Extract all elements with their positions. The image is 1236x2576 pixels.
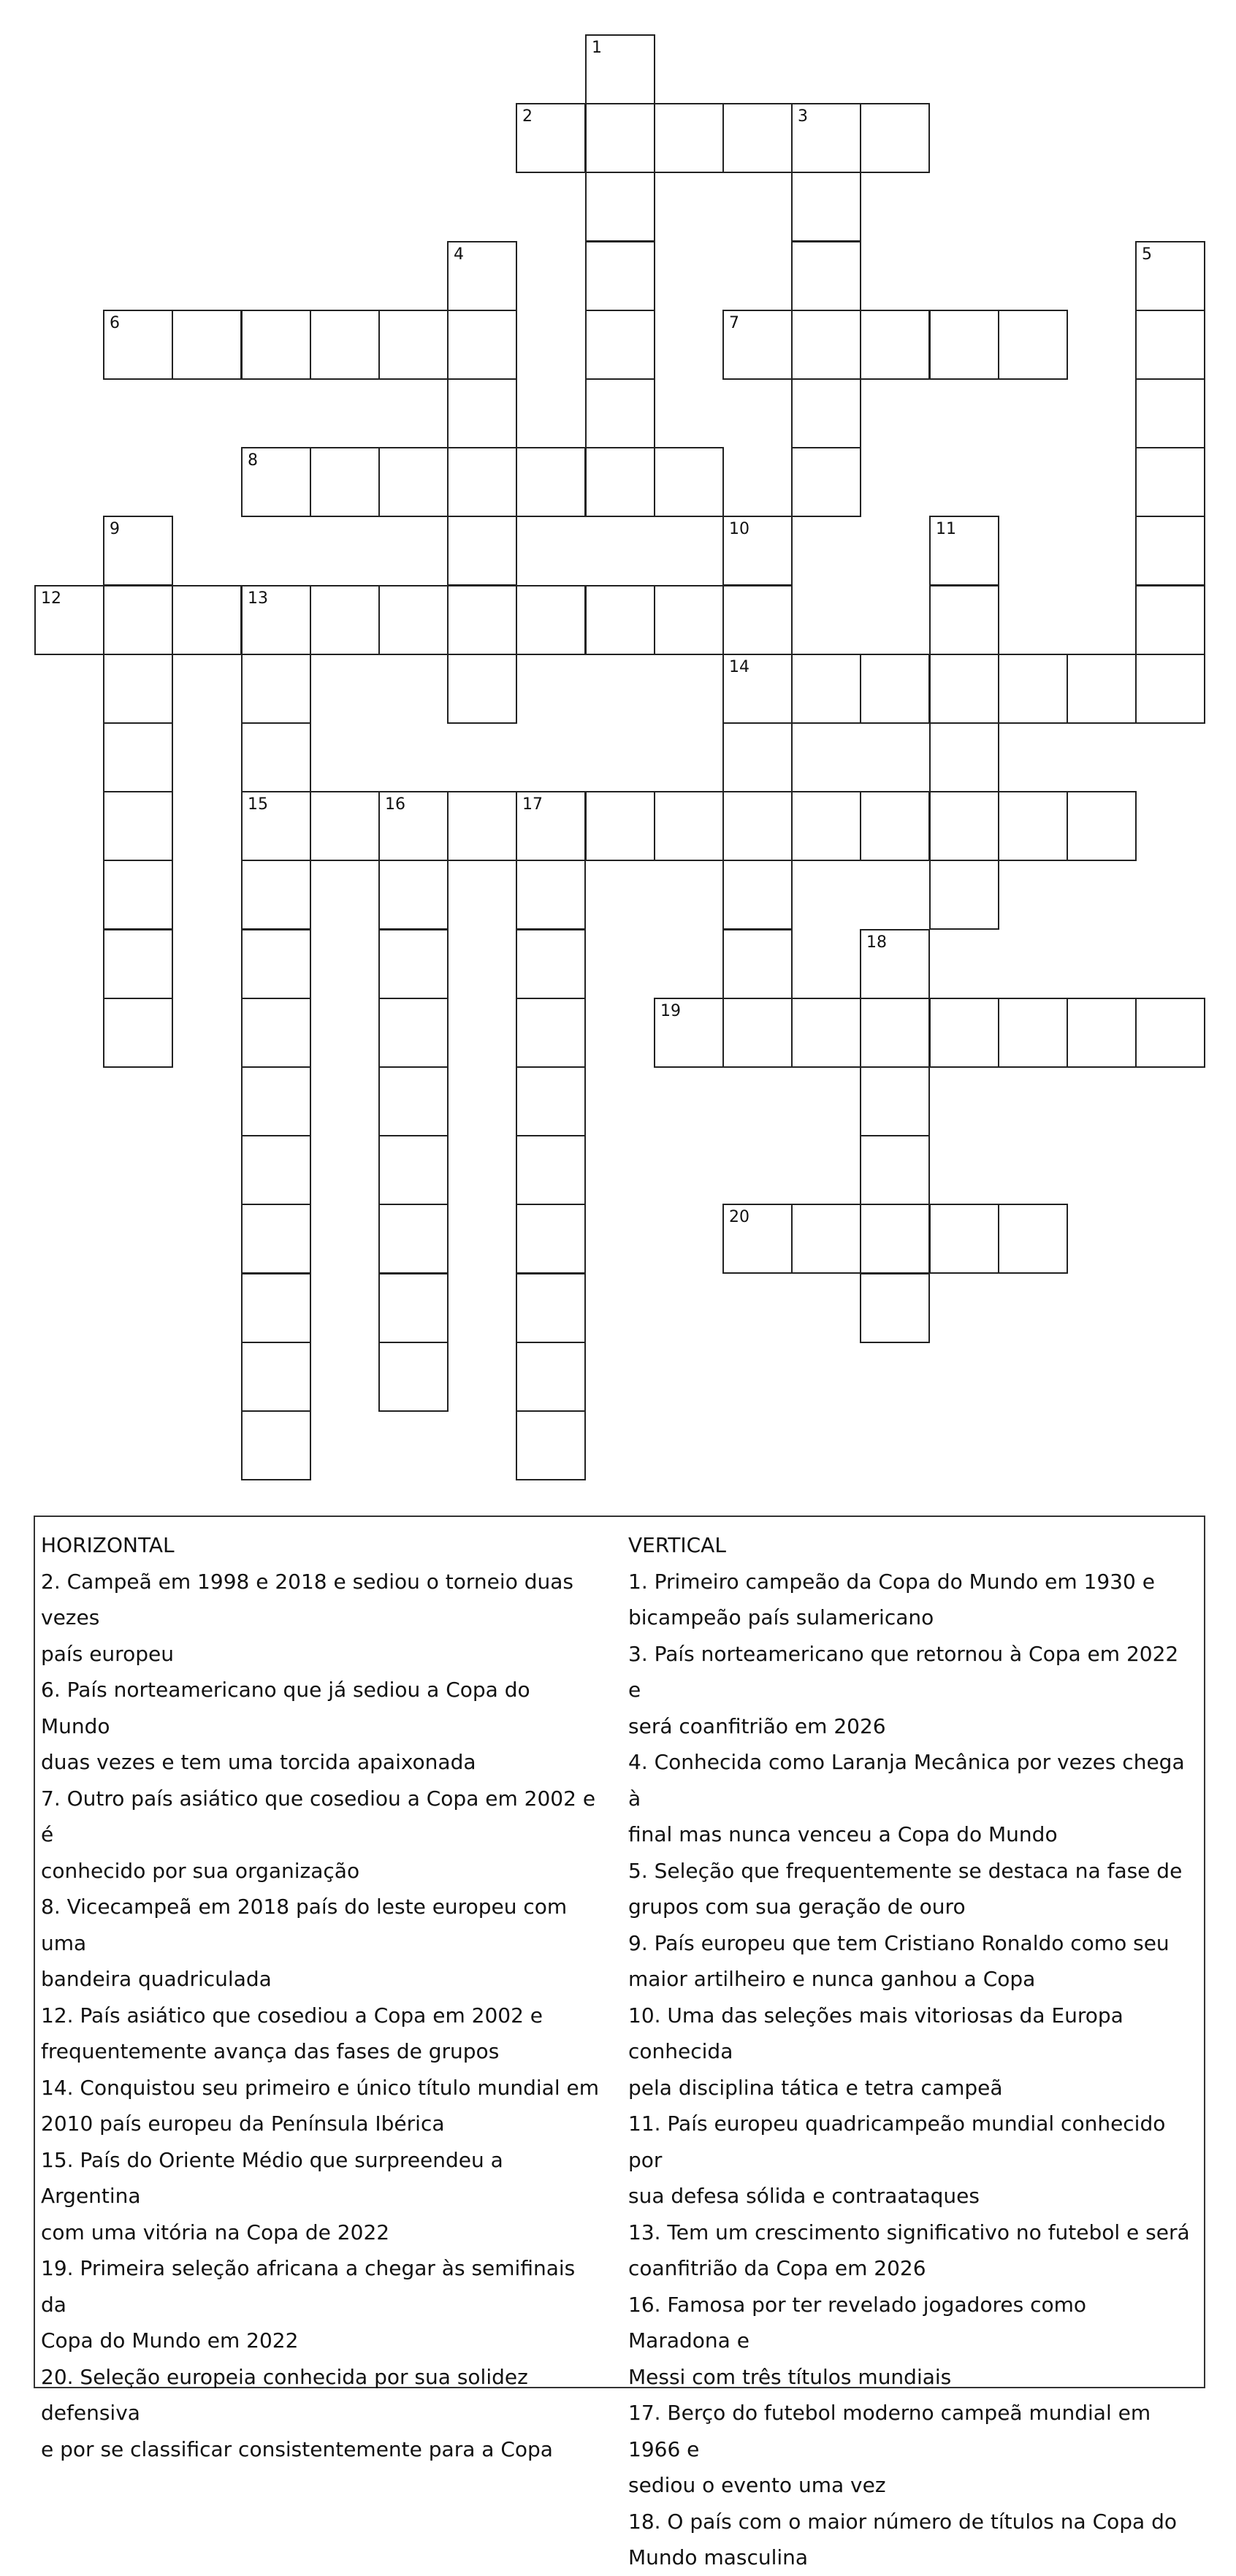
grid-cell[interactable] — [722, 1204, 793, 1274]
across-clue-line: com uma vitória na Copa de 2022 — [41, 2220, 390, 2244]
grid-cell[interactable] — [241, 929, 311, 999]
across-clue-line: duas vezes e tem uma torcida apaixonada — [41, 1750, 476, 1774]
grid-cell[interactable] — [310, 447, 380, 517]
grid-cell[interactable] — [310, 585, 380, 655]
across-clue-line: 12. País asiático que cosediou a Copa em 2002 e — [41, 2003, 543, 2027]
clue-number: 2 — [522, 107, 533, 126]
across-clue-line: 15. País do Oriente Médio que surpreendeu a Argentina — [41, 2147, 503, 2208]
grid-cell[interactable] — [585, 378, 655, 448]
across-clue-line: Copa do Mundo em 2022 — [41, 2328, 299, 2353]
down-clue-line: sua defesa sólida e contraataques — [628, 2184, 980, 2208]
grid-cell[interactable] — [447, 241, 517, 311]
grid-cell[interactable] — [241, 447, 311, 517]
grid-cell[interactable] — [654, 447, 724, 517]
grid-cell[interactable] — [722, 860, 793, 930]
across-clues — [41, 1527, 603, 2467]
grid-cell[interactable] — [516, 929, 586, 999]
grid-cell[interactable] — [516, 1342, 586, 1412]
grid-cell[interactable] — [585, 447, 655, 517]
down-heading: VERTICAL — [628, 1533, 726, 1557]
grid-cell[interactable] — [998, 1204, 1068, 1274]
clue-number: 13 — [248, 589, 268, 608]
grid-cell[interactable] — [791, 791, 861, 861]
grid-cell[interactable] — [378, 310, 449, 380]
clue-number: 9 — [110, 520, 120, 538]
down-clue-line: pela disciplina tática e tetra campeã — [628, 2075, 1003, 2100]
grid-cell[interactable] — [103, 929, 173, 999]
across-clue-line: 7. Outro país asiático que cosediou a Copa em 2002 e é — [41, 1786, 596, 1846]
grid-cell[interactable] — [929, 516, 999, 586]
across-clue-line: conhecido por sua organização — [41, 1858, 360, 1883]
grid-cell[interactable] — [241, 791, 311, 861]
clue-number: 3 — [798, 107, 808, 126]
clue-number: 15 — [248, 795, 268, 814]
clue-number: 18 — [866, 933, 887, 952]
grid-cell[interactable] — [998, 791, 1068, 861]
across-clue-line: e por se classificar consistentemente para a Copa — [41, 2437, 553, 2461]
down-clue-line: final mas nunca venceu a Copa do Mundo — [628, 1822, 1058, 1846]
grid-cell[interactable] — [791, 378, 861, 448]
grid-cell[interactable] — [447, 447, 517, 517]
grid-cell[interactable] — [791, 103, 861, 173]
grid-cell[interactable] — [310, 310, 380, 380]
grid-cell[interactable] — [241, 585, 311, 655]
across-clue-line: 2010 país europeu da Península Ibérica — [41, 2111, 445, 2136]
grid-cell[interactable] — [378, 860, 449, 930]
grid-cell[interactable] — [722, 722, 793, 792]
grid-cell[interactable] — [378, 791, 449, 861]
grid-cell[interactable] — [103, 791, 173, 861]
grid-cell[interactable] — [378, 998, 449, 1068]
grid-cell[interactable] — [791, 654, 861, 724]
clue-number: 1 — [592, 39, 602, 57]
grid-cell[interactable] — [722, 654, 793, 724]
grid-cell[interactable] — [103, 722, 173, 792]
grid-cell[interactable] — [585, 310, 655, 380]
grid-cell[interactable] — [103, 998, 173, 1068]
across-clue-line: 14. Conquistou seu primeiro e único título mundial em — [41, 2075, 600, 2100]
clue-number: 10 — [729, 520, 749, 538]
clue-number: 6 — [110, 314, 120, 332]
grid-cell[interactable] — [860, 103, 930, 173]
grid-cell[interactable] — [447, 585, 517, 655]
grid-cell[interactable] — [378, 1204, 449, 1274]
across-clue-line: país europeu — [41, 1641, 174, 1666]
grid-cell[interactable] — [516, 998, 586, 1068]
grid-cell[interactable] — [860, 929, 930, 999]
grid-cell[interactable] — [791, 241, 861, 311]
down-clue-line: 10. Uma das seleções mais vitoriosas da Europa conhecida — [628, 2003, 1124, 2063]
grid-cell[interactable] — [929, 310, 999, 380]
down-clue-line: 4. Conhecida como Laranja Mecânica por vezes chega à — [628, 1750, 1185, 1811]
down-clues — [628, 1527, 1191, 2576]
down-clue-line: Mundo masculina — [628, 2545, 809, 2569]
down-clue-line: maior artilheiro e nunca ganhou a Copa — [628, 1967, 1036, 1991]
clue-number: 12 — [41, 589, 61, 608]
grid-cell[interactable] — [860, 1135, 930, 1205]
grid-cell[interactable] — [378, 447, 449, 517]
clue-number: 20 — [729, 1208, 749, 1226]
across-clue-line: 6. País norteamericano que já sediou a Copa do Mundo — [41, 1678, 530, 1738]
grid-cell[interactable] — [241, 1135, 311, 1205]
grid-cell[interactable] — [103, 310, 173, 380]
clue-number: 4 — [454, 245, 464, 264]
grid-cell[interactable] — [1135, 310, 1205, 380]
across-clue-line: 19. Primeira seleção africana a chegar às semifinais da — [41, 2256, 576, 2317]
grid-cell[interactable] — [929, 585, 999, 655]
grid-cell[interactable] — [860, 1066, 930, 1136]
down-clue-line: coanfitrião da Copa em 2026 — [628, 2256, 926, 2280]
grid-cell[interactable] — [378, 585, 449, 655]
down-clue-line: 13. Tem um crescimento significativo no futebol e será — [628, 2220, 1190, 2244]
grid-cell[interactable] — [929, 1204, 999, 1274]
grid-cell[interactable] — [722, 791, 793, 861]
grid-cell[interactable] — [516, 1135, 586, 1205]
grid-cell[interactable] — [998, 654, 1068, 724]
grid-cell[interactable] — [585, 172, 655, 242]
grid-cell[interactable] — [722, 998, 793, 1068]
grid-cell[interactable] — [998, 310, 1068, 380]
grid-cell[interactable] — [310, 791, 380, 861]
across-clue-line: 20. Seleção europeia conhecida por sua solidez defensiva — [41, 2364, 528, 2425]
grid-cell[interactable] — [860, 654, 930, 724]
down-clue-line: 1. Primeiro campeão da Copa do Mundo em 1930 e — [628, 1569, 1155, 1594]
grid-cell[interactable] — [103, 585, 173, 655]
grid-cell[interactable] — [516, 791, 586, 861]
clue-number: 19 — [660, 1002, 681, 1020]
grid-cell[interactable] — [447, 791, 517, 861]
grid-cell[interactable] — [791, 1204, 861, 1274]
grid-cell[interactable] — [929, 860, 999, 930]
grid-cell[interactable] — [585, 791, 655, 861]
grid-cell[interactable] — [447, 310, 517, 380]
grid-cell[interactable] — [722, 103, 793, 173]
grid-cell[interactable] — [516, 1273, 586, 1343]
grid-cell[interactable] — [378, 929, 449, 999]
grid-cell[interactable] — [998, 998, 1068, 1068]
across-heading: HORIZONTAL — [41, 1533, 175, 1557]
grid-cell[interactable] — [860, 998, 930, 1068]
grid-cell[interactable] — [241, 1342, 311, 1412]
grid-cell[interactable] — [1135, 378, 1205, 448]
grid-cell[interactable] — [1135, 241, 1205, 311]
across-clue-line: frequentemente avança das fases de grupos — [41, 2039, 500, 2063]
grid-cell[interactable] — [241, 1273, 311, 1343]
grid-cell[interactable] — [378, 1135, 449, 1205]
grid-cell[interactable] — [241, 1410, 311, 1480]
grid-cell[interactable] — [516, 1066, 586, 1136]
clue-number: 16 — [385, 795, 405, 814]
grid-cell[interactable] — [241, 310, 311, 380]
grid-cell[interactable] — [1067, 791, 1137, 861]
grid-cell[interactable] — [447, 654, 517, 724]
grid-cell[interactable] — [1067, 998, 1137, 1068]
grid-cell[interactable] — [585, 34, 655, 104]
grid-cell[interactable] — [722, 516, 793, 586]
clue-number: 17 — [522, 795, 543, 814]
clues-box — [34, 1516, 1205, 2569]
down-clue-line: grupos com sua geração de ouro — [628, 1895, 966, 1919]
grid-cell[interactable] — [860, 1204, 930, 1274]
grid-cell[interactable] — [378, 1066, 449, 1136]
grid-cell[interactable] — [447, 516, 517, 586]
clue-number: 14 — [729, 658, 749, 676]
grid-cell[interactable] — [585, 103, 655, 173]
down-clue-line: Messi com três títulos mundiais — [628, 2364, 952, 2389]
grid-cell[interactable] — [585, 585, 655, 655]
grid-cell[interactable] — [241, 1204, 311, 1274]
grid-cell[interactable] — [654, 585, 724, 655]
down-clue-line: 11. País europeu quadricampeão mundial conhecido por — [628, 2111, 1166, 2172]
grid-cell[interactable] — [34, 585, 104, 655]
grid-cell[interactable] — [241, 860, 311, 930]
grid-cell[interactable] — [241, 1066, 311, 1136]
grid-cell[interactable] — [722, 929, 793, 999]
grid-cell[interactable] — [929, 654, 999, 724]
grid-cell[interactable] — [1135, 998, 1205, 1068]
grid-cell[interactable] — [378, 1273, 449, 1343]
grid-cell[interactable] — [722, 310, 793, 380]
grid-cell[interactable] — [929, 791, 999, 861]
grid-cell[interactable] — [516, 103, 586, 173]
grid-cell[interactable] — [103, 654, 173, 724]
down-clue-line: 5. Seleção que frequentemente se destaca na fase de — [628, 1858, 1183, 1883]
down-clue-line: 3. País norteamericano que retornou à Copa em 2022 e — [628, 1641, 1179, 1702]
grid-cell[interactable] — [929, 998, 999, 1068]
grid-cell[interactable] — [1135, 654, 1205, 724]
grid-cell[interactable] — [791, 998, 861, 1068]
down-clue-line: 9. País europeu que tem Cristiano Ronaldo como seu — [628, 1930, 1170, 1955]
clue-number: 7 — [729, 314, 739, 332]
grid-cell[interactable] — [860, 310, 930, 380]
grid-cell[interactable] — [172, 310, 242, 380]
grid-cell[interactable] — [1135, 516, 1205, 586]
down-clue-line: será coanfitrião em 2026 — [628, 1713, 886, 1738]
grid-cell[interactable] — [447, 378, 517, 448]
grid-cell[interactable] — [929, 722, 999, 792]
grid-cell[interactable] — [1135, 447, 1205, 517]
grid-cell[interactable] — [791, 310, 861, 380]
grid-cell[interactable] — [1067, 654, 1137, 724]
grid-cell[interactable] — [241, 998, 311, 1068]
grid-cell[interactable] — [172, 585, 242, 655]
grid-cell[interactable] — [103, 860, 173, 930]
grid-cell[interactable] — [860, 1273, 930, 1343]
grid-cell[interactable] — [241, 654, 311, 724]
across-clue-line: 2. Campeã em 1998 e 2018 e sediou o torneio duas vezes — [41, 1569, 573, 1629]
down-clue-line: 16. Famosa por ter revelado jogadores como Maradona e — [628, 2292, 1087, 2353]
clue-number: 11 — [936, 520, 956, 538]
grid-cell[interactable] — [1135, 585, 1205, 655]
across-clue-line: bandeira quadriculada — [41, 1967, 272, 1991]
grid-cell[interactable] — [791, 447, 861, 517]
grid-cell[interactable] — [103, 516, 173, 586]
grid-cell[interactable] — [654, 103, 724, 173]
grid-cell[interactable] — [241, 722, 311, 792]
grid-cell[interactable] — [516, 1410, 586, 1480]
clue-number: 8 — [248, 451, 258, 470]
grid-cell[interactable] — [654, 998, 724, 1068]
grid-cell[interactable] — [516, 447, 586, 517]
clue-number: 5 — [1142, 245, 1152, 264]
grid-cell[interactable] — [516, 1204, 586, 1274]
grid-cell[interactable] — [516, 585, 586, 655]
grid-cell[interactable] — [516, 860, 586, 930]
down-clue-line: 18. O país com o maior número de títulos na Copa do — [628, 2509, 1177, 2534]
grid-cell[interactable] — [791, 172, 861, 242]
grid-cell[interactable] — [585, 241, 655, 311]
down-clue-line: bicampeão país sulamericano — [628, 1605, 934, 1629]
down-clue-line: 17. Berço do futebol moderno campeã mundial em 1966 e — [628, 2401, 1151, 2461]
grid-cell[interactable] — [654, 791, 724, 861]
across-clue-line: 8. Vicecampeã em 2018 país do leste europeu com uma — [41, 1895, 568, 1955]
grid-cell[interactable] — [378, 1342, 449, 1412]
grid-cell[interactable] — [722, 585, 793, 655]
grid-cell[interactable] — [860, 791, 930, 861]
down-clue-line: sediou o evento uma vez — [628, 2473, 886, 2497]
